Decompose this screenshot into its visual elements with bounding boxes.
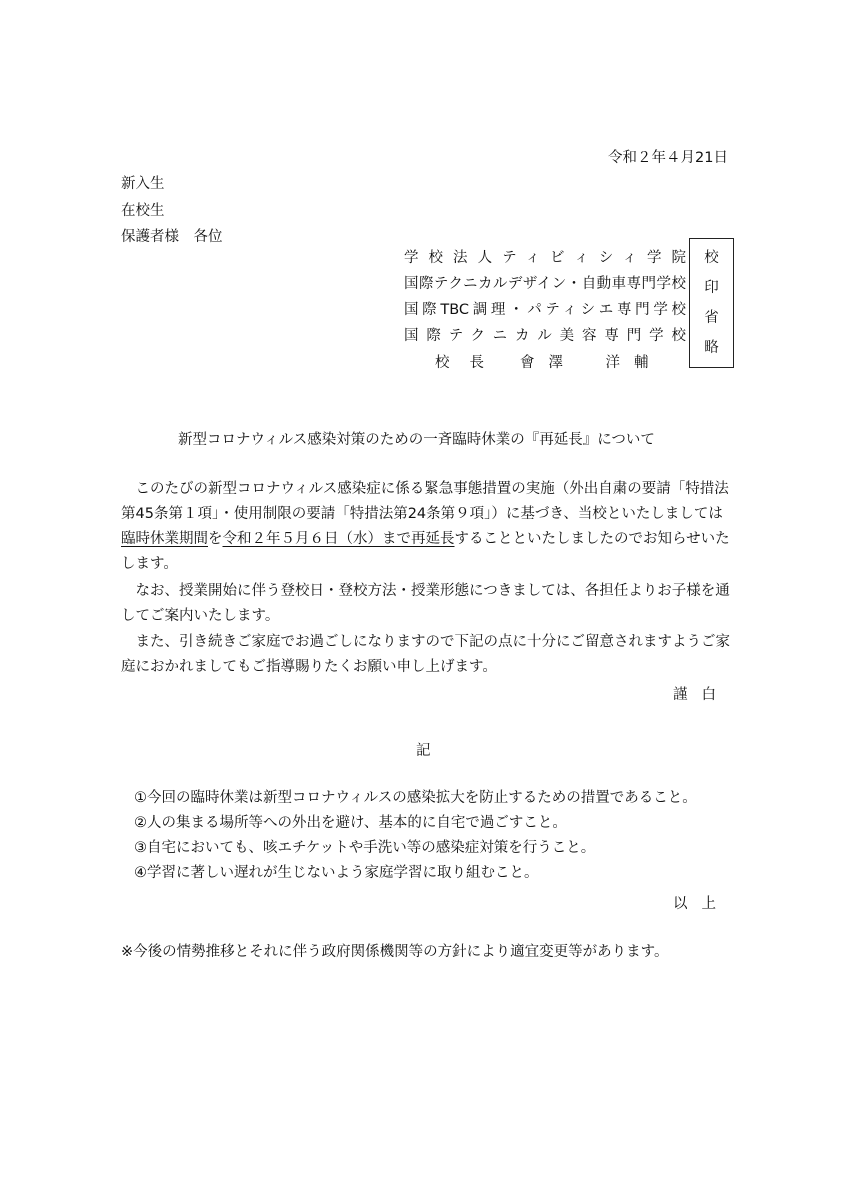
list-item: ①今回の臨時休業は新型コロナウィルスの感染拡大を防止するための措置であること。 [134,790,697,806]
addressee-current-students: 在校生 [121,203,165,219]
addressee-guardians: 保護者様 各位 [121,229,223,245]
notice-items-list [134,786,697,886]
seal-char-2: 印 [704,279,719,296]
body-p1-text-a: このたびの新型コロナウィルス感染症に係る緊急事態措置の実施（外出自粛の要請「特措法第45条第１項」・使用制限の要請「特措法第24条第９項」）に基づき、当校といたしましては [121,481,729,522]
sender-organization-3: 国際TBC調理・パティシエ専門学校 [404,302,686,318]
list-item: ③自宅においても、咳エチケットや手洗い等の感染症対策を行うこと。 [134,840,596,856]
list-item: ②人の集まる場所等への外出を避け、基本的に自宅で過ごすこと。 [134,815,567,831]
body-p1-underline-date: 令和２年５月６日（水）まで再延長 [222,531,455,547]
closing-phrase: 謹白 [673,687,730,703]
addressee-new-students: 新入生 [121,176,165,192]
body-p1-text-c: することといたしましたのでお知らせいたします。 [121,531,730,572]
sender-organization-1: 学校法人ティビィシィ学院 [404,250,686,266]
body-paragraph-2 [121,579,736,629]
end-mark: 以上 [673,896,730,912]
sender-organization-4: 国際テクニカル美容専門学校 [404,328,686,344]
document-date: 令和２年４月21日 [608,150,728,166]
ki-heading: 記 [416,743,431,759]
seal-char-4: 略 [704,339,719,356]
body-paragraph-1 [121,477,736,577]
sender-organization-2: 国際テクニカルデザイン・自動車専門学校 [404,276,686,292]
seal-char-3: 省 [704,309,719,326]
footnote: ※今後の情勢推移とそれに伴う政府関係機関等の方針により適宜変更等があります。 [121,944,669,960]
body-p1-text-b: を [208,531,223,547]
seal-omitted-box [689,238,734,368]
principal-name: 會澤 洋輔 [520,355,663,371]
body-paragraph-3 [121,630,736,680]
principal-title: 校長 [435,355,504,371]
body-p2-text: なお、授業開始に伴う登校日・登校方法・授業形態につきましては、各担任よりお子様を通してご案内いたします。 [121,583,730,624]
seal-char-1: 校 [704,249,719,266]
body-p1-underline-period: 臨時休業期間 [121,531,208,547]
list-item: ④学習に著しい遅れが生じないよう家庭学習に取り組むこと。 [134,865,539,881]
body-p3-text: また、引き続きご家庭でお過ごしになりますので下記の点に十分にご留意されますようご家庭におかれましてもご指導賜りたくお願い申し上げます。 [121,634,730,675]
document-title: 新型コロナウィルス感染対策のための一斉臨時休業の『再延長』について [178,432,655,448]
